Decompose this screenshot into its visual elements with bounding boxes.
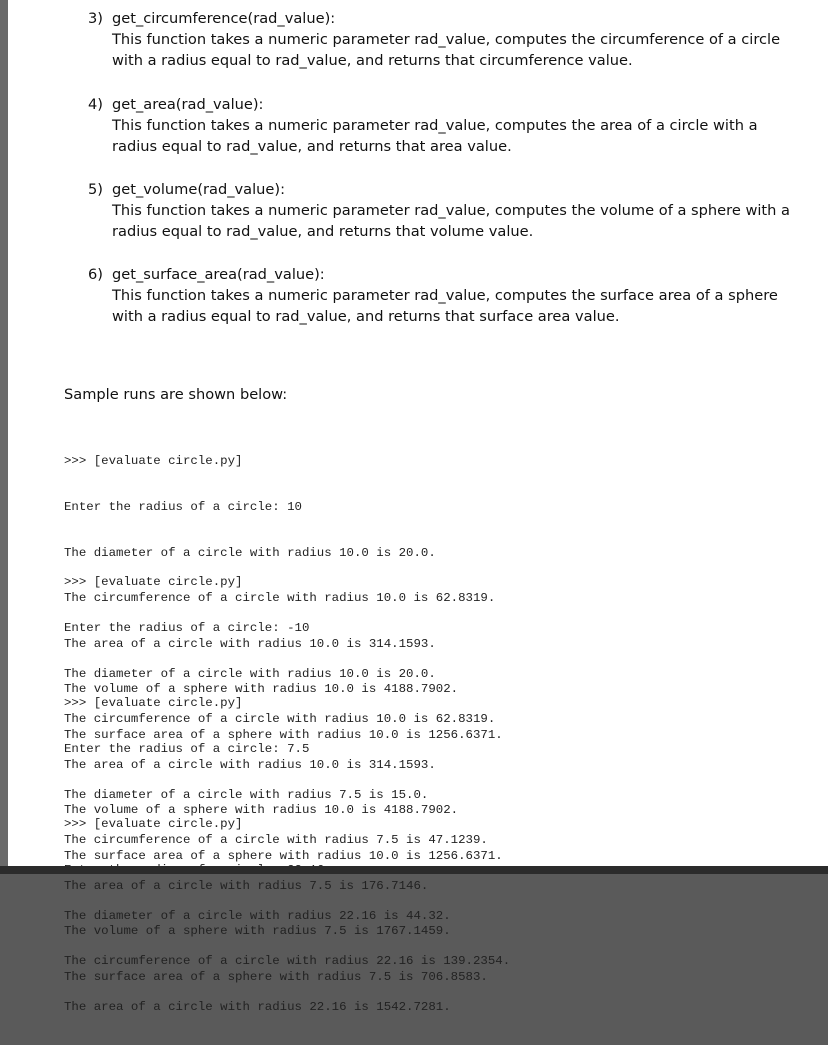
run-line: The volume of a sphere with radius 10.0 is 4188.7902. — [64, 803, 459, 818]
item-number: 4) — [88, 96, 103, 113]
run-line: The volume of a sphere with radius 7.5 is 1767.1459. — [64, 924, 451, 939]
run-line: The diameter of a circle with radius 22.16 is 44.32. — [64, 908, 451, 923]
function-signature: get_circumference(rad_value): — [112, 10, 336, 27]
run-line: Enter the radius of a circle: 7.5 — [64, 742, 310, 756]
run-line: >>> [evaluate circle.py] — [64, 454, 243, 469]
run-line: The diameter of a circle with radius 10.0 is 20.0. — [64, 545, 436, 560]
item-number: 3) — [88, 10, 103, 27]
run-line: Enter the radius of a circle: 10 — [64, 500, 302, 514]
run-line: Enter the radius of a circle: -10 — [64, 621, 310, 635]
run-line: >>> [evaluate circle.py] — [64, 696, 243, 711]
run-line: >>> [evaluate circle.py] — [64, 575, 243, 590]
run-line: The circumference of a circle with radius 10.0 is 62.8319. — [64, 591, 496, 606]
run-line: The circumference of a circle with radius 10.0 is 62.8319. — [64, 712, 496, 727]
run-line: The circumference of a circle with radius 22.16 is 139.2354. — [64, 954, 511, 969]
run-line: >>> [evaluate circle.py] — [64, 817, 243, 832]
viewer-bottom-bar — [0, 866, 828, 874]
item-number: 5) — [88, 181, 103, 198]
run-line: The area of a circle with radius 10.0 is 314.1593. — [64, 636, 436, 651]
run-line: The area of a circle with radius 22.16 is 1542.7281. — [64, 999, 451, 1014]
sample-run-4 — [64, 787, 510, 1045]
run-line: The surface area of a sphere with radius 10.0 is 1256.6371. — [64, 727, 503, 742]
document-page[interactable] — [8, 0, 828, 1014]
function-description: This function takes a numeric parameter rad_value, computes the volume of a sphere with a radius equal to rad_value, and returns that volume value. — [112, 202, 790, 240]
run-line: The surface area of a sphere with radius 10.0 is 1256.6371. — [64, 848, 503, 863]
function-signature: get_area(rad_value): — [112, 96, 264, 113]
function-signature: get_surface_area(rad_value): — [112, 266, 325, 283]
run-line: The area of a circle with radius 7.5 is 176.7146. — [64, 878, 429, 893]
function-description: This function takes a numeric parameter rad_value, computes the area of a circle with a radius equal to rad_value, and returns that area value. — [112, 117, 758, 155]
function-description: This function takes a numeric parameter rad_value, computes the circumference of a circle with a radius equal to rad_value, and returns that circumference value. — [112, 31, 781, 69]
run-line: The diameter of a circle with radius 10.0 is 20.0. — [64, 666, 436, 681]
function-signature: get_volume(rad_value): — [112, 181, 285, 198]
sample-intro: Sample runs are shown below: — [64, 386, 288, 403]
item-number: 6) — [88, 266, 103, 283]
viewer-left-margin — [0, 0, 8, 866]
run-line: The volume of a sphere with radius 10.0 is 4188.7902. — [64, 682, 459, 697]
function-description: This function takes a numeric parameter rad_value, computes the surface area of a sphere with a radius equal to rad_value, and returns that surface area value. — [112, 287, 778, 325]
run-line: The area of a circle with radius 10.0 is 314.1593. — [64, 757, 436, 772]
run-line: The diameter of a circle with radius 7.5 is 15.0. — [64, 787, 429, 802]
run-line: The surface area of a sphere with radius 7.5 is 706.8583. — [64, 969, 488, 984]
run-line: The circumference of a circle with radius 7.5 is 47.1239. — [64, 833, 488, 848]
